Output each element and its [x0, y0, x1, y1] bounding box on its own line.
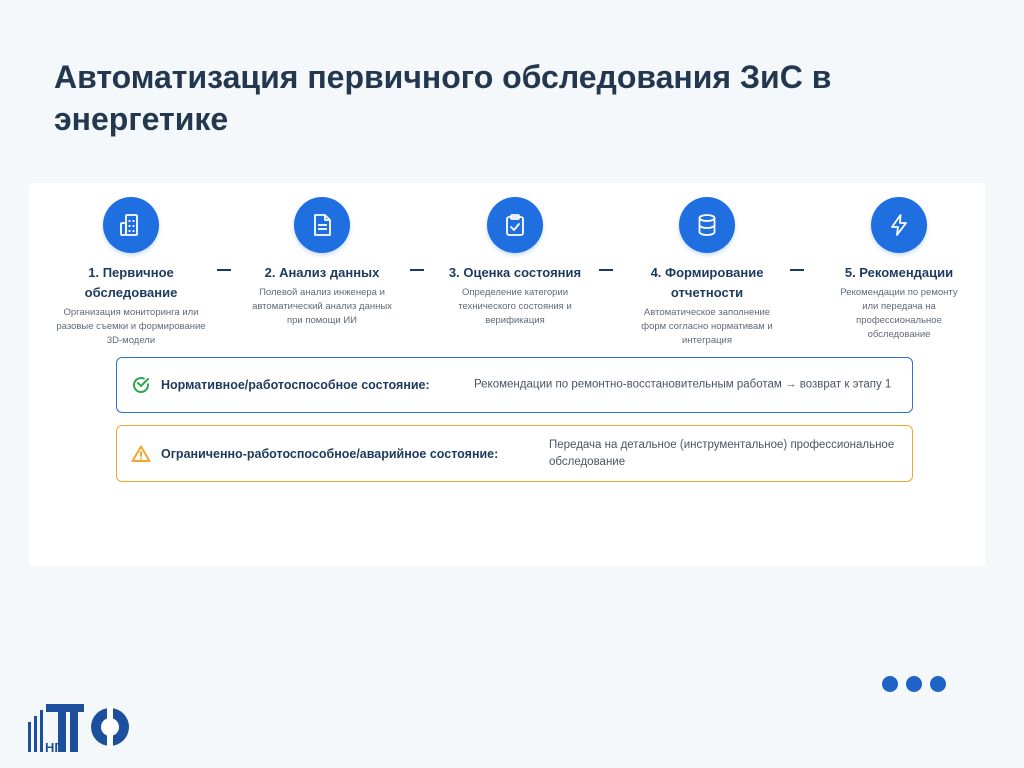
document-icon	[309, 212, 335, 238]
process-panel	[29, 183, 985, 566]
step-5-title: 5. Рекомендации	[844, 265, 954, 280]
step-4	[622, 197, 792, 348]
step-1	[46, 197, 216, 348]
step-4-circle	[679, 197, 735, 253]
dot	[882, 676, 898, 692]
logo-text: НП	[45, 740, 64, 754]
step-5-circle	[871, 197, 927, 253]
step-2	[237, 197, 407, 328]
database-icon	[694, 212, 720, 238]
step-separator	[410, 269, 424, 271]
step-5	[814, 197, 984, 342]
step-4-desc: Автоматическое заполнение форм согласно нормативам и интеграция	[641, 307, 773, 346]
dot	[930, 676, 946, 692]
step-3-title: 3. Оценка состояния	[448, 265, 582, 280]
step-1-circle	[103, 197, 159, 253]
step-3-desc: Определение категории технического состояния и верификация	[458, 287, 572, 326]
dot	[906, 676, 922, 692]
status-ok-box	[116, 357, 913, 413]
step-2-desc: Полевой анализ инженера и автоматический анализ данных при помощи ИИ	[252, 287, 392, 326]
step-2-title: 2. Анализ данных	[264, 265, 380, 280]
step-3-circle	[487, 197, 543, 253]
warning-triangle-icon	[131, 444, 151, 464]
step-1-title: 1. Первичное обследование	[84, 265, 178, 300]
building-icon	[118, 212, 144, 238]
check-circle-icon	[131, 375, 151, 395]
status-ok-label: Нормативное/работоспособное состояние:	[161, 378, 430, 392]
step-4-title: 4. Формирование отчетности	[650, 265, 764, 300]
clipboard-check-icon	[502, 212, 528, 238]
company-logo	[28, 700, 132, 754]
lightning-icon	[886, 212, 912, 238]
step-5-desc: Рекомендации по ремонту или передача на профессиональное обследование	[840, 287, 958, 340]
more-dots-icon	[882, 676, 946, 692]
status-ok-note: Рекомендации по ремонтно-восстановительным работам → возврат к этапу 1	[474, 378, 892, 391]
step-separator	[599, 269, 613, 271]
status-warn-label: Ограниченно-работоспособное/аварийное состояние:	[161, 446, 499, 461]
step-2-circle	[294, 197, 350, 253]
step-separator	[217, 269, 231, 271]
step-3	[430, 197, 600, 328]
step-separator	[790, 269, 804, 271]
status-warn-note: Передача на детальное (инструментальное) профессиональное обследование	[549, 438, 895, 468]
status-warn-box	[116, 425, 913, 482]
slide-title: Автоматизация первичного обследования ЗиС в энергетике	[54, 59, 832, 137]
step-1-desc: Организация мониторинга или разовые съемки и формирование 3D-модели	[56, 307, 206, 346]
